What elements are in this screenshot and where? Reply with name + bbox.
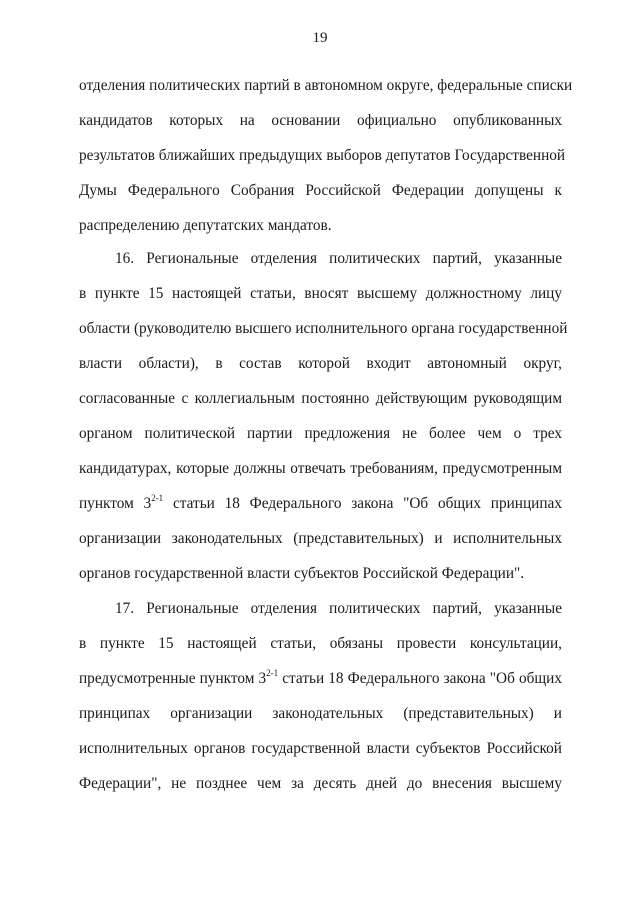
text-line: области (руководителю высшего исполнительного органа государственной <box>79 320 568 337</box>
text-line: органов государственной власти субъектов Российской Федерации". <box>79 565 525 582</box>
text-line: кандидатов которых на основании официально опубликованных <box>79 112 562 129</box>
superscript: 2-1 <box>151 493 164 503</box>
text-line: 17. Региональные отделения политических партий, указанные <box>115 600 562 617</box>
text-segment: предусмотренные пунктом 3 <box>79 670 267 687</box>
text-line: согласованные с коллегиальным постоянно действующим руководящим <box>79 390 562 407</box>
text-line: в пункте 15 настоящей статьи, вносят высшему должностному лицу <box>79 285 562 302</box>
text-line: органом политической партии предложения не более чем о трех <box>79 425 562 442</box>
text-line: кандидатурах, которые должны отвечать требованиям, предусмотренным <box>79 460 562 477</box>
text-line: принципах организации законодательных (представительных) и <box>79 705 562 722</box>
text-line-with-superscript <box>79 494 562 514</box>
page-number: 19 <box>312 30 328 46</box>
text-segment: статьи 18 Федерального закона "Об общих <box>278 670 562 687</box>
text-line: Федерации", не позднее чем за десять дней до внесения высшему <box>79 775 562 792</box>
text-line: результатов ближайших предыдущих выборов депутатов Государственной <box>79 147 566 164</box>
text-line: 16. Региональные отделения политических партий, указанные <box>115 250 562 267</box>
text-segment: статьи 18 Федерального закона "Об общих принципах <box>163 495 562 512</box>
text-line: в пункте 15 настоящей статьи, обязаны провести консультации, <box>79 635 562 652</box>
text-line: власти области), в состав которой входит автономный округ, <box>79 355 562 372</box>
text-line: отделения политических партий в автономном округе, федеральные списки <box>79 77 573 94</box>
text-line: Думы Федерального Собрания Российской Федерации допущены к <box>79 182 562 199</box>
text-line: организации законодательных (представительных) и исполнительных <box>79 530 562 547</box>
text-line: исполнительных органов государственной власти субъектов Российской <box>79 740 562 757</box>
text-segment: пунктом 3 <box>79 495 152 512</box>
text-line-with-superscript <box>79 669 562 689</box>
superscript: 2-1 <box>266 668 279 678</box>
text-line: распределению депутатских мандатов. <box>79 217 332 234</box>
